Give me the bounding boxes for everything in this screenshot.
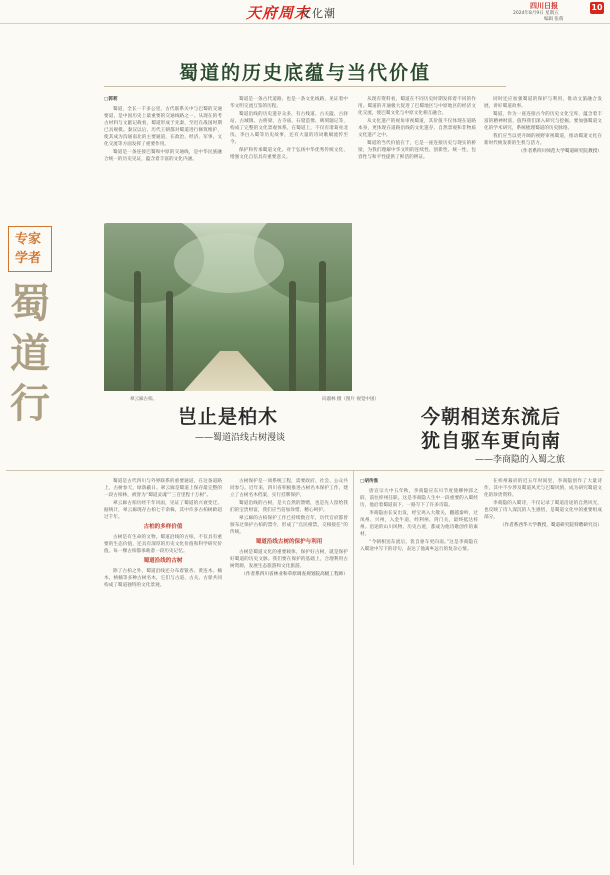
paragraph: 唐宣宗大中五年秋，李商隐应东川节度使柳仲郢之辟，前往梓州任职。这是李商隐人生中一段重要的入蜀经历，他沿着蜀道南下，一路写下了许多诗篇。	[360, 489, 478, 508]
column-logo	[8, 226, 52, 446]
expert-seal	[8, 226, 52, 272]
paragraph: 古树是蜀道文化的重要载体，保护好古树，就是保护好蜀道的历史文脉。我们要在保护的基础上，合理利用古树资源，发展生态旅游和文化旅游。	[230, 550, 348, 569]
cypress-photo	[104, 223, 352, 391]
tree-trunk	[289, 281, 296, 391]
paragraph: 翠云廊古柏历经千年风雨，见证了蜀道的兴衰变迁。据统计，翠云廊现存古柏七千余株，其中许多古柏树龄超过千年。	[104, 501, 222, 520]
sky-haze	[174, 233, 284, 293]
paragraph: 保护和传承蜀道文化，对于弘扬中华优秀传统文化、增强文化自信具有重要意义。	[230, 148, 348, 160]
paragraph: 古树保护是一项系统工程，需要政府、社会、公众共同参与。近年来，四川省积极推进古树名木保护工作，建立了古树名木档案，实行挂牌保护。	[230, 479, 348, 498]
seal-text-top: 专家	[15, 232, 42, 247]
article-author: □胡传淮	[360, 479, 379, 484]
author-byline: （作者系西华大学教授，蜀道研究院特聘研究员）	[499, 523, 602, 528]
logo-char: 道	[10, 330, 50, 377]
paragraph: 蜀道是一条古代道路，也是一条文化线路，见证着中华文明交流互鉴的历程。	[230, 97, 348, 109]
story-title-left: 岂止是柏木	[177, 406, 278, 428]
headline-rule	[104, 86, 506, 87]
section-name: 文化潮	[300, 7, 336, 20]
page-number: 10	[591, 3, 603, 12]
story-title-right-1: 今朝相送东流后	[420, 406, 561, 428]
tree-trunk	[134, 271, 141, 391]
paragraph: 蜀道的当代价值在于，它是一座连接历史与现实的桥梁，为我们理解中华文明的连续性、创新性、统一性、包容性与和平性提供了鲜活的例证。	[358, 141, 476, 160]
paragraph: 同时还应加强蜀道的保护与利用，推动文旅融合发展，讲好蜀道故事。	[484, 97, 602, 109]
paragraph: 李商隐由长安出发，经宝鸡入大散关，翻越秦岭，过凤州、兴州，入金牛道，经利州、剑门关，最终抵达梓州。沿途的山川风物、历史古迹，都成为他诗歌创作的素材。	[360, 511, 478, 537]
upper-column-2	[230, 96, 348, 218]
paragraph: 蜀道，全长一千多公里，古代联系关中与巴蜀的交通要道，是中国历史上最重要的交通线路之一。从现在的考古材料与文献记载看，蜀道形成于先秦，至迟在战国时期已具规模。秦汉以后，历代王朝都对蜀道进行修筑维护，使其成为沟通南北的主要通道，在政治、经济、军事、文化交流等方面发挥了重要作用。	[104, 107, 222, 147]
author-byline: （作者系四川师范大学蜀道研究院教授）	[518, 149, 602, 154]
paragraph: 李商隐的入蜀诗，不仅记录了蜀道沿途的自然风光，也反映了诗人深沉的人生感悟，是蜀道文化中的重要组成部分。	[484, 501, 602, 520]
left-story-column-1	[104, 478, 222, 868]
paragraph: 在梓州幕府的近五年时间里，李商隐创作了大量诗作，其中不少涉及蜀道风光与巴蜀风情，成为研究蜀道文化的珍贵资料。	[484, 479, 602, 498]
stone-path	[184, 351, 274, 391]
issue-date: 2024年8月9日 星期五	[513, 11, 559, 16]
photo-credit: 向淑林 摄（图片 视觉中国）	[322, 397, 379, 402]
paragraph: 我们应当以更开阔的视野审视蜀道，推动蜀道文化在新时代焕发新的生机与活力。	[484, 134, 602, 146]
story-title-right-2: 犹自驱车更向南	[420, 430, 561, 452]
paragraph: “今朝相送东流后，犹自驱车更向南。”这是李商隐在入蜀途中写下的诗句，表达了他离乡远行的复杂心情。	[360, 540, 478, 552]
paragraph: 从现有资料看，蜀道在不同历史时期发挥着不同的作用。蜀道的开通极大促进了巴蜀地区与中原地区的经济文化交流，使巴蜀文化与中原文化相互融合。	[358, 97, 476, 116]
left-story-column-2	[230, 478, 348, 868]
sub-heading: 蜀道沿线的古树	[143, 558, 183, 564]
paper-name: 四川日报	[530, 2, 558, 10]
upper-column-3	[358, 96, 476, 396]
editor-credit: 编辑 张萌	[544, 17, 564, 22]
seal-text-bottom: 学者	[15, 251, 42, 266]
paragraph: 蜀道沿线的古树，是大自然的馈赠，也是先人留给我们的宝贵财富，我们应当倍加珍惜、精心呵护。	[230, 501, 348, 513]
author-byline: （作者系四川省林业和草原调查规划院高级工程师）	[241, 572, 348, 577]
upper-column-1	[104, 96, 222, 218]
story-deck-left: ——蜀道沿线古树漫谈	[194, 433, 285, 443]
paragraph: 蜀道，作为一座连接古今的历史文化宝库，蕴含着丰富的精神财富，值得我们深入研究与挖掘。要加强蜀道文化的学术研究，系统梳理蜀道的历史脉络。	[484, 112, 602, 131]
tree-trunk	[319, 261, 326, 391]
column-divider	[353, 470, 354, 865]
paragraph: 蜀道沿线的历史遗存众多，有古栈道、古关隘、古驿站、古城镇、古桥梁、古寺庙、石窟造像、碑刻题记等，构成了完整的文化景观体系。在蜀道上，不仅有诸葛亮北伐、李白入蜀等历史故事，还有大量的诗词歌赋流传至今。	[230, 112, 348, 145]
logo-char: 行	[10, 380, 50, 427]
paragraph: 古树是有生命的文物。蜀道沿线的古柏，不仅具有重要的生态价值，还具有深厚的历史文化价值和科学研究价值。每一棵古柏都承载着一段历史记忆。	[104, 535, 222, 554]
sub-heading: 蜀道沿线古树的保护与利用	[255, 539, 323, 545]
paragraph: 从文化遗产的视角审视蜀道，其价值不仅体现在道路本身，更体现在道路沿线的文化遗存、自然景观和非物质文化遗产之中。	[358, 119, 476, 138]
paragraph: 除了古柏之外，蜀道沿线还分布着银杏、黄连木、楠木、桢楠等多种古树名木，它们与古道、古关、古驿共同构成了蜀道独特的文化景观。	[104, 569, 222, 588]
paragraph: 翠云廊的古柏保护工作已持续数百年，历代官府都曾颁布过保护古柏的禁令，形成了“官民相禁，交相接任”的传统。	[230, 516, 348, 535]
paragraph: 蜀道是古代四川与外界联系的重要通道，在这条道路上，古树参天，绿荫蔽日。翠云廊是蜀道上保存最完整的一段古柏林，被誉为“蜀道灵魂”“三百里程十万树”。	[104, 479, 222, 498]
upper-column-4	[484, 96, 602, 396]
sub-heading: 古柏的多样价值	[143, 524, 183, 530]
brand-logo: 天府周末	[246, 4, 311, 22]
section-divider	[6, 470, 604, 471]
story-deck-right: ——李商隐的入蜀之旅	[474, 455, 565, 465]
logo-char: 蜀	[10, 280, 50, 327]
right-story-column-1	[360, 478, 478, 868]
tree-trunk	[166, 291, 173, 391]
paragraph: 蜀道是一条连接巴蜀和中原的交通线，是中华民族融合统一的历史见证，蕴含着丰富的文化内涵。	[104, 150, 222, 162]
main-headline: 蜀道的历史底蕴与当代价值	[178, 62, 431, 84]
photo-caption: 翠云廊古柏。	[130, 397, 157, 402]
masthead	[0, 0, 610, 24]
article-author: □郭莉	[104, 97, 118, 102]
right-story-column-2	[484, 478, 602, 868]
